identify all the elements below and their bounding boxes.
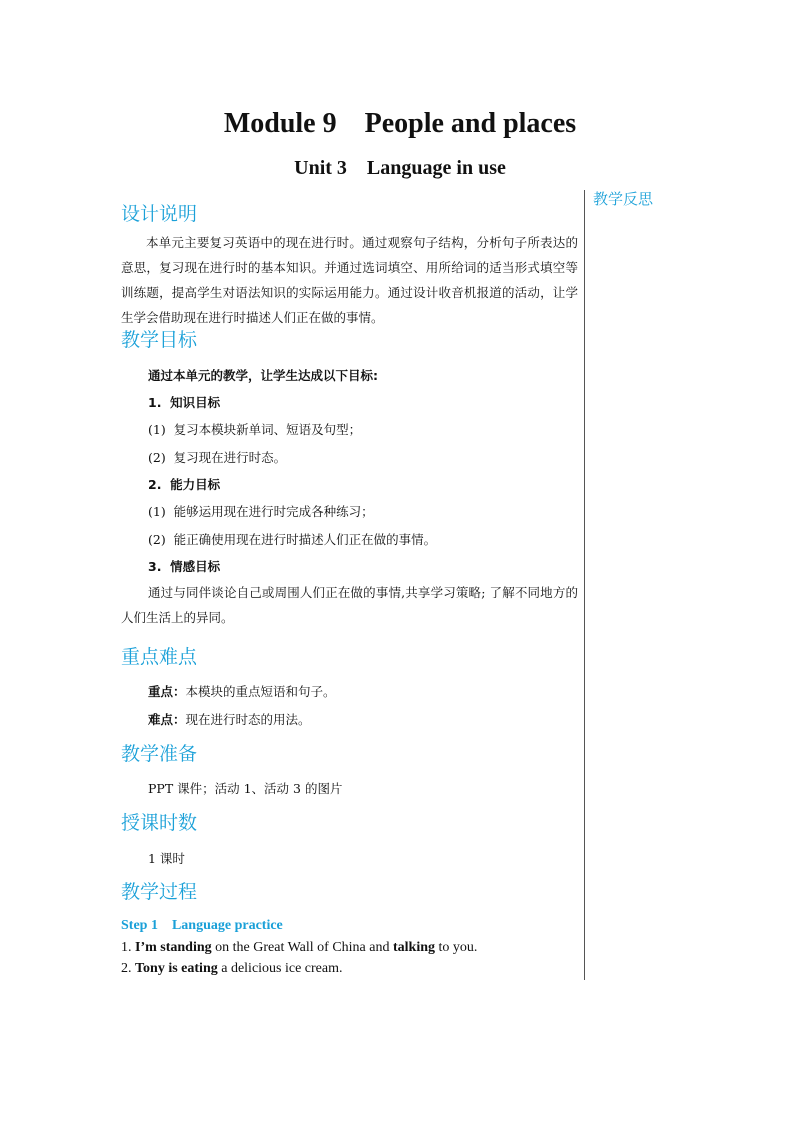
sentence-2-text-1: a delicious ice cream. bbox=[217, 961, 343, 976]
hours-text: 1 课时 bbox=[148, 851, 185, 866]
sentence-2-number: 2. bbox=[121, 961, 135, 976]
ability-item-1: (1) 能够运用现在进行时完成各种练习； bbox=[148, 504, 374, 519]
preparation-heading: 教学准备 bbox=[121, 743, 198, 765]
example-sentence-2 bbox=[121, 961, 343, 977]
sentence-1-number: 1. bbox=[121, 940, 135, 955]
emotion-paragraph: 通过与同伴谈论自己或周围人们正在做的事情,共享学习策略; 了解不同地方的人们生活上的异同。 bbox=[121, 585, 578, 625]
example-sentence-1 bbox=[121, 940, 477, 956]
focus-label: 重点： bbox=[148, 684, 186, 699]
difficulty-text: 现在进行时态的用法。 bbox=[185, 712, 311, 727]
focus-text: 本模块的重点短语和句子。 bbox=[185, 684, 336, 699]
ability-title: 2. 能力目标 bbox=[148, 477, 221, 492]
difficulty-line bbox=[148, 710, 311, 728]
design-heading: 设计说明 bbox=[121, 203, 198, 225]
step-1-title: Step 1 Language practice bbox=[121, 918, 283, 933]
hours-heading: 授课时数 bbox=[121, 812, 198, 834]
focus-line bbox=[148, 682, 336, 700]
page-title: Module 9 People and places bbox=[223, 108, 577, 139]
reflection-label: 教学反思 bbox=[593, 190, 654, 208]
sentence-1-bold-1: I’m standing bbox=[135, 940, 212, 955]
difficulty-label: 难点： bbox=[148, 712, 186, 727]
preparation-text: PPT 课件；活动 1、活动 3 的图片 bbox=[148, 781, 343, 796]
keypoints-heading: 重点难点 bbox=[121, 646, 198, 668]
page-subtitle: Unit 3 Language in use bbox=[294, 157, 506, 179]
sentence-1-text-1: on the Great Wall of China and bbox=[211, 940, 393, 955]
process-heading: 教学过程 bbox=[121, 881, 198, 903]
sentence-1-text-2: to you. bbox=[435, 940, 478, 955]
knowledge-item-2: (2) 复习现在进行时态。 bbox=[148, 450, 287, 465]
emotion-title: 3. 情感目标 bbox=[148, 559, 221, 574]
knowledge-title: 1. 知识目标 bbox=[148, 395, 221, 410]
objectives-intro: 通过本单元的教学，让学生达成以下目标: bbox=[148, 368, 378, 383]
sentence-2-bold-1: Tony is eating bbox=[135, 961, 218, 976]
design-paragraph: 本单元主要复习英语中的现在进行时。通过观察句子结构，分析句子所表达的意思，复习现在进行时的基本知识。并通过选词填空、用所给词的适当形式填空等训练题，提高学生对语法知识的实际运用能力。通过设计收音机报道的活动，让学生学会借助现在进行时描述人们正在做的事情。 bbox=[121, 235, 578, 325]
objectives-heading: 教学目标 bbox=[121, 329, 198, 351]
sentence-1-bold-2: talking bbox=[392, 940, 435, 955]
column-divider bbox=[584, 190, 585, 980]
ability-item-2: (2) 能正确使用现在进行时描述人们正在做的事情。 bbox=[148, 532, 437, 547]
knowledge-item-1: (1) 复习本模块新单词、短语及句型； bbox=[148, 422, 362, 437]
